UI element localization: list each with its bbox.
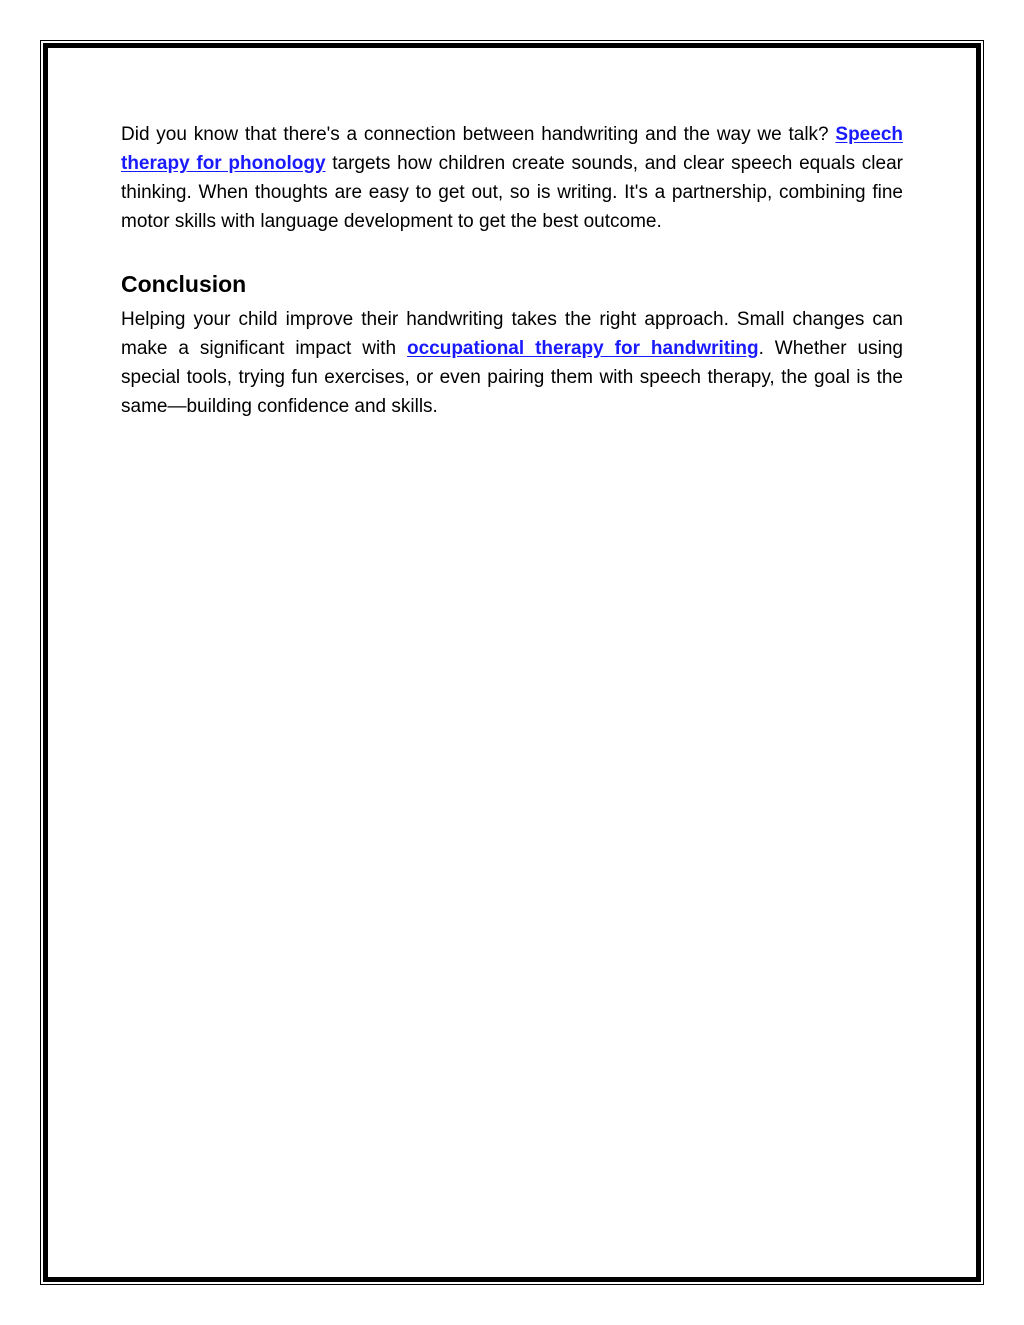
speech-therapy-link[interactable]: Speech therapy for phonology	[121, 124, 903, 174]
intro-paragraph	[121, 120, 903, 236]
conclusion-paragraph-text-end: . Whether using special tools, trying fun exercises, or even pairing them with speech therapy, the goal is the same—building confidence and skills.	[121, 338, 903, 417]
conclusion-paragraph-text-start: Helping your child improve their handwriting takes the right approach. Small changes can make a significant impact with	[121, 309, 903, 359]
occupational-therapy-link[interactable]: occupational therapy for handwriting	[406, 338, 759, 359]
conclusion-heading: Conclusion	[121, 271, 247, 297]
intro-paragraph-text-end: targets how children create sounds, and clear speech equals clear thinking. When thoughts are easy to get out, so is writing. It's a partnership, combining fine motor skills with language development to get the best outcome.	[121, 153, 903, 232]
intro-paragraph-text-start: Did you know that there's a connection between handwriting and the way we talk?	[121, 124, 836, 145]
conclusion-paragraph	[121, 305, 903, 421]
document-content	[121, 120, 903, 421]
